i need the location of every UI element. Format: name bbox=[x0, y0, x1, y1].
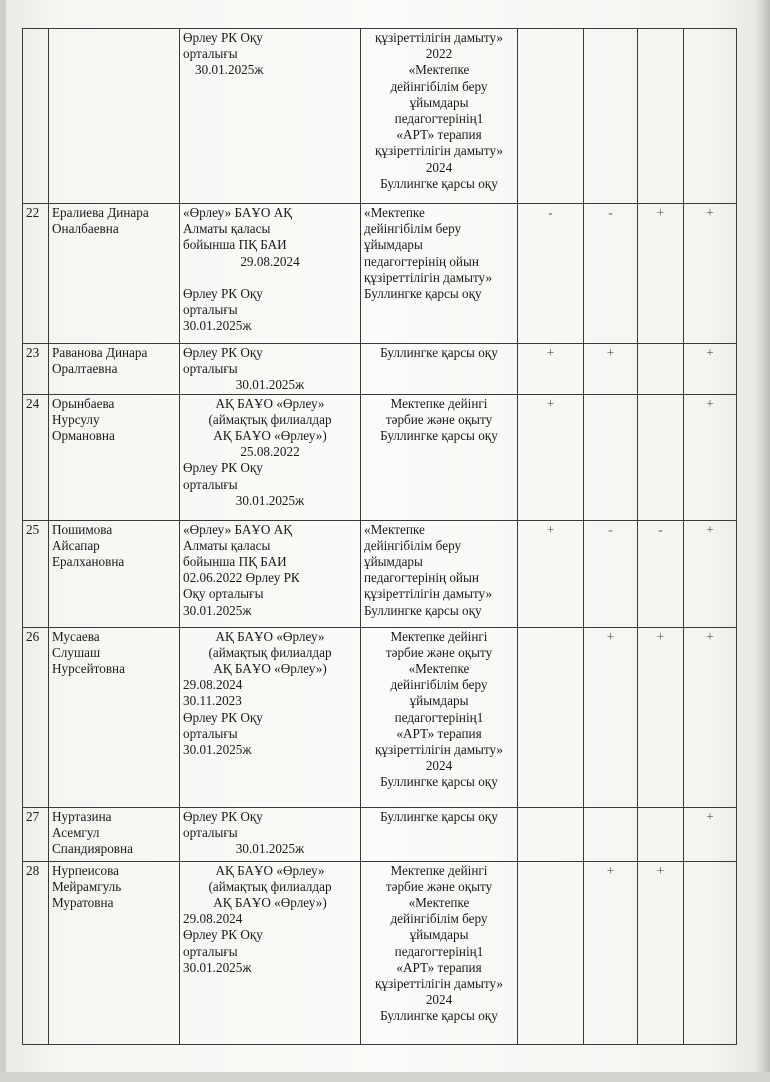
course-line: ұйымдары bbox=[364, 554, 423, 570]
organization-line: 30.01.2025ж bbox=[195, 62, 264, 78]
page-right-shadow bbox=[756, 0, 770, 1082]
course-line: Буллингке қарсы оқу bbox=[380, 175, 498, 191]
course-line: «АРТ» терапия bbox=[396, 127, 482, 143]
course-line: құзіреттілігін дамыту» bbox=[374, 976, 504, 992]
row-number-cell: 23 bbox=[23, 344, 49, 395]
organization-line: 30.11.2023 bbox=[183, 693, 242, 709]
course-line: құзіреттілігін дамыту» bbox=[374, 143, 504, 159]
mark-cell-3 bbox=[638, 29, 684, 204]
page-bottom-edge bbox=[0, 1072, 770, 1082]
training-organization-cell bbox=[180, 344, 361, 395]
page-left-edge bbox=[0, 0, 6, 1082]
course-line: дейінгібілім беру bbox=[364, 221, 462, 237]
course-line: тәрбие және оқыту bbox=[385, 644, 493, 660]
mark-cell-1 bbox=[518, 861, 584, 1044]
course-line: «АРТ» терапия bbox=[396, 959, 482, 975]
organization-line: 30.01.2025ж bbox=[235, 377, 305, 393]
organization-line: «Өрлеу» БАҰО АҚ bbox=[183, 205, 293, 220]
course-line: Буллингке қарсы оқу bbox=[380, 774, 498, 790]
teacher-name-line: Муратовна bbox=[52, 895, 114, 911]
teacher-name-line: Ералхановна bbox=[52, 554, 125, 570]
mark-cell-3 bbox=[638, 807, 684, 861]
mark-cell-2: - bbox=[584, 204, 638, 344]
organization-line: (аймақтық филиалдар bbox=[208, 878, 332, 894]
organization-line: орталығы bbox=[183, 943, 238, 959]
organization-line: орталығы bbox=[183, 302, 238, 318]
course-line: Буллингке қарсы оқу bbox=[380, 1008, 498, 1024]
course-line: дейінгібілім беру bbox=[364, 537, 462, 553]
course-line: Буллингке қарсы оқу bbox=[380, 808, 498, 824]
mark-cell-3 bbox=[638, 394, 684, 520]
mark-cell-1: + bbox=[518, 520, 584, 627]
organization-line: бойынша ПҚ БАИ bbox=[183, 554, 287, 570]
organization-line: Өрлеу РК Оқу bbox=[183, 709, 263, 725]
teacher-name-cell bbox=[49, 394, 180, 520]
course-line: «Мектепке bbox=[408, 62, 470, 78]
teacher-name-line: Мейрамгуль bbox=[52, 878, 122, 894]
organization-line: бойынша ПҚ БАИ bbox=[183, 237, 287, 253]
course-line: Буллингке қарсы оқу bbox=[380, 345, 498, 360]
table-row bbox=[23, 627, 737, 807]
row-number-cell: 22 bbox=[23, 204, 49, 344]
teacher-name-line: Нурпеисова bbox=[52, 862, 120, 878]
teacher-name-line: Нурсейтовна bbox=[52, 661, 125, 677]
course-topics-cell bbox=[361, 861, 518, 1044]
table-row bbox=[23, 29, 737, 204]
mark-cell-1: - bbox=[518, 204, 584, 344]
course-line: құзіреттілігін дамыту» bbox=[364, 586, 493, 602]
course-line: тәрбие және оқыту bbox=[385, 878, 493, 894]
teacher-name-line: Слушаш bbox=[52, 644, 101, 660]
course-line: педагогтерінің ойын bbox=[364, 253, 479, 269]
row-number-cell: 24 bbox=[23, 394, 49, 520]
course-topics-cell bbox=[361, 29, 518, 204]
course-line: «Мектепке bbox=[408, 661, 470, 677]
course-line: 2022 bbox=[425, 46, 453, 62]
course-topics-cell bbox=[361, 394, 518, 520]
organization-line: орталығы bbox=[183, 725, 238, 741]
course-line: дейінгібілім беру bbox=[390, 911, 488, 927]
row-number-cell bbox=[23, 29, 49, 204]
teacher-name-line: Нуртазина bbox=[52, 808, 112, 824]
teacher-name-cell bbox=[49, 29, 180, 204]
mark-cell-4 bbox=[684, 29, 737, 204]
mark-cell-2: + bbox=[584, 627, 638, 807]
table-row bbox=[23, 807, 737, 861]
organization-line: Алматы қаласы bbox=[183, 537, 271, 553]
course-line: ұйымдары bbox=[409, 94, 469, 110]
teacher-name-cell bbox=[49, 861, 180, 1044]
course-line: 2024 bbox=[425, 992, 453, 1008]
organization-line: Алматы қаласы bbox=[183, 221, 271, 237]
teacher-name-line: Орынбаева bbox=[52, 395, 115, 411]
teacher-name-line: Мусаева bbox=[52, 628, 100, 644]
course-line: «Мектепке bbox=[408, 895, 470, 911]
course-topics-cell bbox=[361, 344, 518, 395]
row-number-cell: 25 bbox=[23, 520, 49, 627]
organization-line: АҚ БАҰО «Өрлеу» bbox=[215, 395, 325, 411]
organization-line: 30.01.2025ж bbox=[183, 959, 252, 975]
mark-cell-2: - bbox=[584, 520, 638, 627]
organization-line: 29.08.2024 bbox=[183, 911, 243, 927]
organization-line: Өрлеу РК Оқу bbox=[183, 285, 263, 301]
organization-line: 29.08.2024 bbox=[240, 253, 300, 269]
teacher-name-line: Ормановна bbox=[52, 428, 115, 444]
table-body bbox=[23, 29, 737, 1045]
course-line: Буллингке қарсы оқу bbox=[364, 602, 482, 618]
course-line: 2024 bbox=[425, 159, 453, 175]
training-organization-cell bbox=[180, 520, 361, 627]
course-line: тәрбие және оқыту bbox=[385, 411, 493, 427]
mark-cell-1 bbox=[518, 807, 584, 861]
training-organization-cell bbox=[180, 29, 361, 204]
mark-cell-4: + bbox=[684, 394, 737, 520]
course-topics-cell bbox=[361, 204, 518, 344]
organization-line: 30.01.2025ж bbox=[183, 602, 252, 618]
mark-cell-4: + bbox=[684, 807, 737, 861]
row-number-cell: 27 bbox=[23, 807, 49, 861]
teacher-name-line: Оналбаевна bbox=[52, 221, 119, 237]
mark-cell-2: + bbox=[584, 861, 638, 1044]
mark-cell-4 bbox=[684, 861, 737, 1044]
table-row bbox=[23, 204, 737, 344]
mark-cell-1: + bbox=[518, 344, 584, 395]
table-row bbox=[23, 520, 737, 627]
organization-line: 30.01.2025ж bbox=[183, 318, 252, 334]
organization-line: орталығы bbox=[183, 824, 238, 840]
course-line: дейінгібілім беру bbox=[390, 677, 488, 693]
organization-line: (аймақтық филиалдар bbox=[208, 644, 332, 660]
organization-line: Өрлеу РК Оқу bbox=[183, 30, 263, 45]
teacher-name-line: Раванова Динара bbox=[52, 345, 148, 360]
course-line: ұйымдары bbox=[409, 693, 469, 709]
teacher-training-table bbox=[22, 28, 737, 1045]
mark-cell-3: - bbox=[638, 520, 684, 627]
training-organization-cell bbox=[180, 627, 361, 807]
teacher-name-cell bbox=[49, 204, 180, 344]
row-number-cell: 26 bbox=[23, 627, 49, 807]
organization-line: 30.01.2025ж bbox=[235, 492, 305, 508]
mark-cell-1: + bbox=[518, 394, 584, 520]
course-line: ұйымдары bbox=[364, 237, 423, 253]
course-line: Мектепке дейінгі bbox=[390, 862, 488, 878]
course-line: педагогтерінің1 bbox=[394, 943, 484, 959]
course-topics-cell bbox=[361, 520, 518, 627]
row-number-cell: 28 bbox=[23, 861, 49, 1044]
teacher-name-cell bbox=[49, 344, 180, 395]
mark-cell-1 bbox=[518, 29, 584, 204]
organization-line: АҚ БАҰО «Өрлеу») bbox=[213, 428, 327, 444]
teacher-name-line: Спандияровна bbox=[52, 841, 133, 857]
mark-cell-3: + bbox=[638, 861, 684, 1044]
organization-line: 02.06.2022 Өрлеу РК bbox=[183, 570, 300, 586]
organization-line: орталығы bbox=[183, 46, 238, 62]
course-line: педагогтерінің1 bbox=[394, 709, 484, 725]
mark-cell-4: + bbox=[684, 204, 737, 344]
teacher-name-line: Оралтаевна bbox=[52, 361, 118, 377]
mark-cell-3: + bbox=[638, 204, 684, 344]
training-organization-cell bbox=[180, 861, 361, 1044]
course-line: құзіреттілігін дамыту» bbox=[374, 742, 504, 758]
teacher-name-line: Нурсулу bbox=[52, 411, 100, 427]
course-line: «Мектепке bbox=[364, 521, 425, 537]
mark-cell-4: + bbox=[684, 344, 737, 395]
organization-line: Өрлеу РК Оқу bbox=[183, 460, 263, 476]
mark-cell-3: + bbox=[638, 627, 684, 807]
teacher-name-cell bbox=[49, 627, 180, 807]
course-line: Мектепке дейінгі bbox=[390, 628, 488, 644]
mark-cell-2 bbox=[584, 807, 638, 861]
organization-line: 30.01.2025ж bbox=[183, 742, 252, 758]
mark-cell-1 bbox=[518, 627, 584, 807]
organization-line: орталығы bbox=[183, 476, 238, 492]
organization-line: Өрлеу РК Оқу bbox=[183, 808, 263, 824]
mark-cell-2: + bbox=[584, 344, 638, 395]
course-line: дейінгібілім беру bbox=[390, 78, 488, 94]
organization-line: Өрлеу РК Оқу bbox=[183, 927, 263, 943]
organization-line: Өрлеу РК Оқу bbox=[183, 345, 263, 360]
course-line: педагогтерінің1 bbox=[394, 111, 484, 127]
organization-line: 29.08.2024 bbox=[183, 677, 243, 693]
organization-line: 25.08.2022 bbox=[240, 444, 300, 460]
training-organization-cell bbox=[180, 204, 361, 344]
organization-line: АҚ БАҰО «Өрлеу») bbox=[213, 661, 327, 677]
teacher-name-line: Айсапар bbox=[52, 537, 100, 553]
organization-line: 30.01.2025ж bbox=[235, 841, 305, 857]
organization-line: АҚ БАҰО «Өрлеу» bbox=[215, 862, 325, 878]
course-line: Мектепке дейінгі bbox=[390, 395, 488, 411]
mark-cell-4: + bbox=[684, 520, 737, 627]
teacher-name-cell bbox=[49, 807, 180, 861]
course-line: 2024 bbox=[425, 758, 453, 774]
blank-line bbox=[183, 270, 357, 286]
course-line: құзіреттілігін дамыту» bbox=[364, 269, 493, 285]
table-row bbox=[23, 394, 737, 520]
course-line: «Мектепке bbox=[364, 205, 425, 220]
course-topics-cell bbox=[361, 627, 518, 807]
teacher-name-line: Пошимова bbox=[52, 521, 113, 537]
mark-cell-4: + bbox=[684, 627, 737, 807]
teacher-name-line: Асемгул bbox=[52, 824, 100, 840]
mark-cell-2 bbox=[584, 29, 638, 204]
teacher-name-line: Ералиева Динара bbox=[52, 205, 149, 220]
table-row bbox=[23, 344, 737, 395]
training-organization-cell bbox=[180, 807, 361, 861]
course-line: Буллингке қарсы оқу bbox=[364, 286, 482, 302]
course-line: «АРТ» терапия bbox=[396, 725, 482, 741]
training-organization-cell bbox=[180, 394, 361, 520]
course-topics-cell bbox=[361, 807, 518, 861]
mark-cell-3 bbox=[638, 344, 684, 395]
course-line: құзіреттілігін дамыту» bbox=[374, 30, 504, 45]
organization-line: «Өрлеу» БАҰО АҚ bbox=[183, 521, 293, 537]
course-line: ұйымдары bbox=[409, 927, 469, 943]
organization-line: АҚ БАҰО «Өрлеу») bbox=[213, 895, 327, 911]
organization-line: Оқу орталығы bbox=[183, 586, 264, 602]
course-line: педагогтерінің ойын bbox=[364, 570, 479, 586]
course-line: Буллингке қарсы оқу bbox=[380, 428, 498, 444]
teacher-name-cell bbox=[49, 520, 180, 627]
organization-line: (аймақтық филиалдар bbox=[208, 411, 332, 427]
mark-cell-2 bbox=[584, 394, 638, 520]
organization-line: АҚ БАҰО «Өрлеу» bbox=[215, 628, 325, 644]
organization-line: орталығы bbox=[183, 361, 238, 377]
table-row bbox=[23, 861, 737, 1044]
